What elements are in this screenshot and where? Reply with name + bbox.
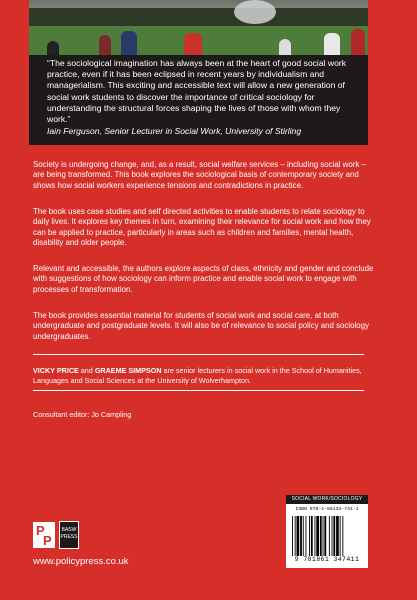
- body-paragraph-1: Society is undergoing change, and, as a result, social welfare services – including social work – are being transformed. This book explores the sociological basis of contemporary society and shows how social workers experience tensions and contradictions in practice.: [33, 160, 366, 190]
- barcode-bar: [336, 516, 339, 556]
- barcode-bar: [329, 516, 330, 556]
- barcode-bar: [342, 516, 343, 556]
- barcode-bar: [295, 516, 296, 556]
- barcode-number: 9 781861 347411: [294, 556, 360, 563]
- barcode-bar: [315, 516, 316, 556]
- barcode-bar: [311, 516, 313, 556]
- body-paragraph-3: Relevant and accessible, the authors explore aspects of class, ethnicity and gender and conclude with suggestions of how sociology can inform practice and enable social work to engage with processes of transformation.: [33, 264, 374, 294]
- logo-letter-2: P: [43, 533, 52, 548]
- cover-photo: [29, 0, 368, 55]
- subject-category: SOCIAL WORK/SOCIOLOGY: [286, 495, 368, 504]
- barcode-bar: [340, 516, 341, 556]
- author-bio-text: are senior lecturers in social work in the School of Humanities, Languages and Social Sciences at the University of Wolverhampton.: [33, 366, 362, 385]
- body-paragraph-2: The book uses case studies and self directed activities to enable students to relate sociology to daily lives. It explores key themes in turn, examining their relevance for social work and how they can be applied to practice, particularly in areas such as children and families, mental health, disability and older people.: [33, 207, 371, 248]
- barcode-bar: [316, 516, 319, 556]
- basw-logo-line-1: BASW: [61, 527, 77, 533]
- barcode-bar: [320, 516, 322, 556]
- logo-letter-1: P: [36, 523, 45, 538]
- barcode-bar: [324, 516, 326, 556]
- divider-bottom: [33, 390, 364, 391]
- barcode-bar: [292, 516, 293, 556]
- author-name-1: VICKY PRICE: [33, 366, 79, 375]
- divider-top: [33, 354, 364, 355]
- author-name-2: GRAEME SIMPSON: [94, 366, 162, 375]
- barcode-panel: [286, 495, 368, 568]
- author-bio: [33, 366, 378, 386]
- isbn-text: ISBN 978-1-86134-741-1: [295, 507, 359, 512]
- basw-logo-line-2: PRESS: [60, 534, 78, 540]
- barcode: [292, 516, 362, 556]
- barcode-bar: [303, 516, 304, 556]
- endorsement-attribution: Iain Ferguson, Senior Lecturer in Social Work, University of Stirling: [47, 126, 302, 136]
- barcode-bar: [300, 516, 302, 556]
- barcode-bar: [309, 516, 310, 556]
- barcode-bar: [323, 516, 324, 556]
- barcode-bar: [333, 516, 335, 556]
- consultant-editor: Consultant editor: Jo Campling: [33, 410, 132, 419]
- author-and: and: [78, 366, 95, 375]
- barcode-bar: [306, 516, 307, 556]
- basw-press-logo: [59, 521, 79, 549]
- barcode-bar: [332, 516, 333, 556]
- body-paragraph-4: The book provides essential material for students of social work and social care, at both undergraduate and postgraduate levels. It will also be of relevance to social policy and sociology undergraduates.: [33, 311, 369, 341]
- policy-press-logo: [33, 522, 55, 548]
- publisher-url[interactable]: www.policypress.co.uk: [33, 556, 129, 567]
- endorsement-quote: “The sociological imagination has always been at the heart of good social work practice, even if it has been eclipsed in recent years by individualism and managerialism. This exciting and accessible text will allow a new generation of social work students to discover the importance of critical sociology for understanding the structural forces shaping the lives of those with whom they work.”: [47, 58, 347, 125]
- barcode-bar: [297, 516, 300, 556]
